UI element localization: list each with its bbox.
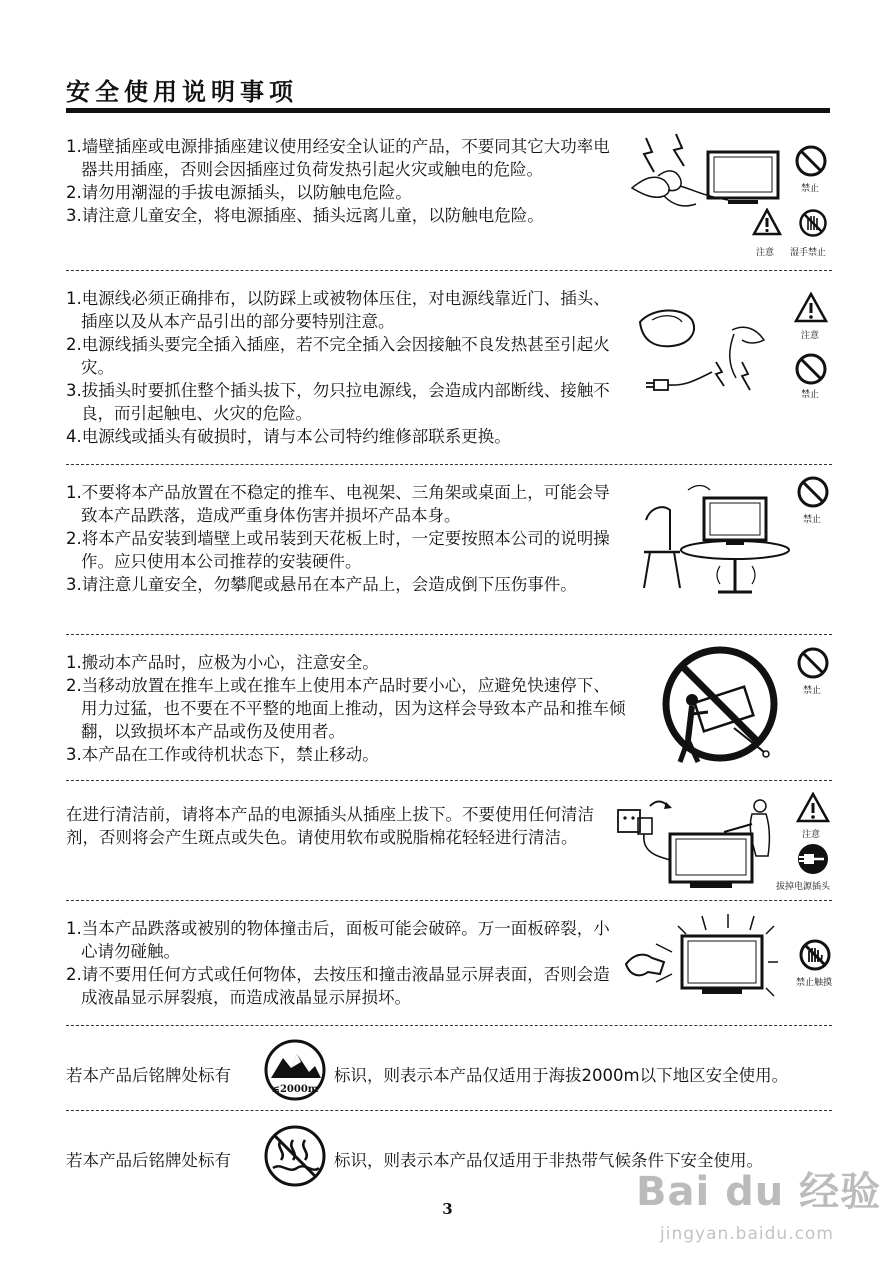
damaged-cord-illustration: [632, 300, 782, 410]
title-rule: [66, 108, 830, 113]
screen-impact-illustration: [620, 912, 780, 1004]
list-item: 2.请不要用任何方式或任何物体，去按压和撞击液晶显示屏表面，否则会造成液晶显示屏裂痕，而造成液晶显示屏损坏。: [66, 965, 610, 1007]
list-item: 1.墙壁插座或电源排插座建议使用经安全认证的产品，不要同其它大功率电器共用插座，否则会因插座过负荷发热引起火灾或触电的危险。: [66, 137, 610, 179]
list-item: 2.当移动放置在推车上或在推车上使用本产品时要小心，应避免快速停下、用力过猛，也不要在不平整的地面上推动，因为这样会导致本产品和推车倾翻，以致损坏本产品或伤及使用者。: [66, 676, 626, 741]
list-item: 2.将本产品安装到墙壁上或吊装到天花板上时，一定要按照本公司的说明操作。应只使用本公司推荐的安装硬件。: [66, 529, 610, 571]
caution-icon: [752, 208, 782, 236]
climate-note-prefix: 若本产品后铭牌处标有: [66, 1151, 231, 1170]
no-touch-icon: [798, 938, 832, 972]
overloaded-outlet-illustration: [624, 130, 790, 220]
prohibited-icon: [794, 352, 828, 386]
section-placement: [66, 481, 626, 596]
unplug-cleaning-illustration: [612, 794, 772, 894]
prohibited-icon: [796, 646, 830, 680]
list-item: 2.电源线插头要完全插入插座，若不完全插入会因接触不良发热甚至引起火灾。: [66, 335, 610, 377]
section-power-cord: [66, 287, 626, 448]
icon-label: 拔掉电源插头: [776, 882, 831, 892]
section-panel-damage: [66, 917, 611, 1009]
watermark-url: jingyan.baidu.com: [660, 1224, 834, 1244]
section-cleaning: [66, 803, 611, 849]
section-divider: [66, 1025, 832, 1026]
section-moving: [66, 651, 626, 766]
unstable-table-illustration: [640, 480, 790, 598]
icon-label: 注意: [756, 248, 775, 258]
list-item: 1.搬动本产品时，应极为小心，注意安全。: [66, 653, 379, 672]
section-divider: [66, 464, 832, 465]
section-divider: [66, 270, 832, 271]
watermark-logo: Bai du 经验: [636, 1169, 882, 1215]
section-divider: [66, 634, 832, 635]
list-item: 1.当本产品跌落或被别的物体撞击后，面板可能会破碎。万一面板碎裂，小心请勿碰触。: [66, 919, 610, 961]
caution-icon: [796, 792, 830, 824]
altitude-emblem: [263, 1038, 327, 1102]
section-outlet-safety: [66, 135, 626, 227]
section-divider: [66, 900, 832, 901]
climate-note-suffix: 标识，则表示本产品仅适用于非热带气候条件下安全使用。: [334, 1151, 763, 1170]
altitude-note-suffix: 标识，则表示本产品仅适用于海拔2000m以下地区安全使用。: [334, 1066, 789, 1085]
section-divider: [66, 1110, 832, 1111]
altitude-note-prefix: 若本产品后铭牌处标有: [66, 1066, 231, 1085]
unplug-icon: [796, 842, 830, 876]
icon-label: 禁止: [801, 390, 820, 400]
altitude-emblem-text: ≤2000m: [271, 1084, 319, 1095]
list-item: 3.本产品在工作或待机状态下，禁止移动。: [66, 745, 379, 764]
non-tropical-emblem: [263, 1124, 327, 1188]
caution-icon: [794, 292, 828, 324]
list-item: 3.请注意儿童安全，将电源插座、插头远离儿童，以防触电危险。: [66, 206, 544, 225]
list-item: 4.电源线或插头有破损时，请与本公司特约维修部联系更换。: [66, 427, 511, 446]
cleaning-paragraph: 在进行清洁前，请将本产品的电源插头从插座上拔下。不要使用任何清洁剂，否则将会产生斑点或失色。请使用软布或脱脂棉花轻轻进行清洁。: [66, 805, 594, 847]
icon-label: 湿手禁止: [790, 248, 827, 258]
icon-label: 禁止触摸: [796, 978, 833, 988]
list-item: 2.请勿用潮湿的手拔电源插头，以防触电危险。: [66, 183, 412, 202]
no-moving-cart-illustration: [658, 642, 790, 772]
icon-label: 禁止: [801, 184, 820, 194]
page-title: 安全使用说明事项: [66, 77, 298, 106]
icon-label: 禁止: [803, 515, 822, 525]
section-divider: [66, 780, 832, 781]
list-item: 3.拔插头时要抓住整个插头拔下，勿只拉电源线，会造成内部断线、接触不良，而引起触电、火灾的危险。: [66, 381, 610, 423]
page-number: 3: [442, 1200, 453, 1218]
icon-label: 注意: [802, 830, 821, 840]
no-wet-hands-icon: [798, 208, 828, 238]
prohibited-icon: [796, 475, 830, 509]
list-item: 1.电源线必须正确排布，以防踩上或被物体压住，对电源线靠近门、插头、插座以及从本产品引出的部分要特别注意。: [66, 289, 610, 331]
list-item: 1.不要将本产品放置在不稳定的推车、电视架、三角架或桌面上，可能会导致本产品跌落，造成严重身体伤害并损坏产品本身。: [66, 483, 610, 525]
icon-label: 禁止: [803, 686, 822, 696]
prohibited-icon: [794, 144, 828, 178]
list-item: 3.请注意儿童安全，勿攀爬或悬吊在本产品上，会造成倒下压伤事件。: [66, 575, 577, 594]
icon-label: 注意: [801, 331, 820, 341]
